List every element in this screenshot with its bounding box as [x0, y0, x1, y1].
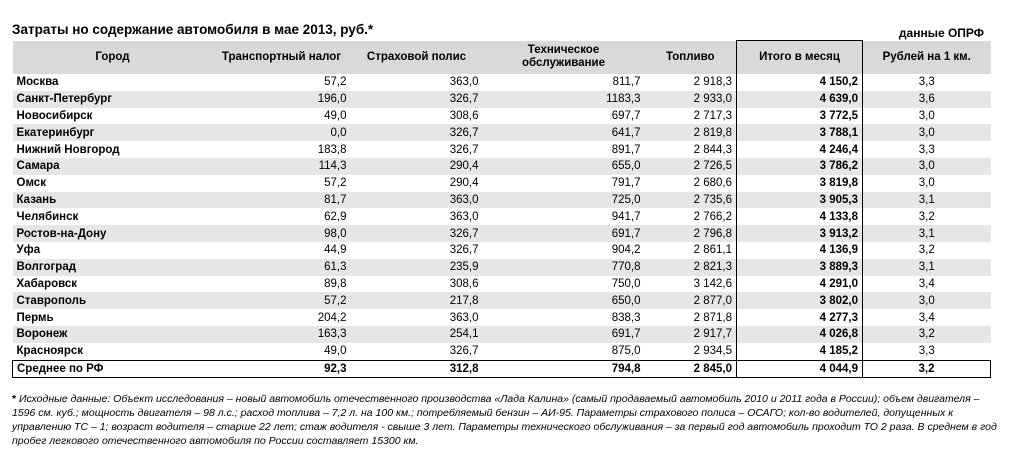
row-per-km: 3,1 — [863, 259, 991, 276]
row-tax: 98,0 — [213, 225, 351, 242]
row-city: Уфа — [13, 242, 213, 259]
row-fuel: 2 717,3 — [645, 108, 737, 125]
table-row — [13, 225, 991, 242]
row-city: Красноярск — [13, 343, 213, 360]
row-per-km: 3,0 — [863, 108, 991, 125]
table-row — [13, 192, 991, 209]
row-per-km: 3,3 — [863, 141, 991, 158]
row-tax: 163,3 — [213, 326, 351, 343]
row-maintenance: 904,2 — [483, 242, 645, 259]
table-row — [13, 158, 991, 175]
table-row — [13, 74, 991, 91]
header-total: Итого в месяц — [737, 41, 863, 75]
row-city: Санкт-Петербург — [13, 91, 213, 108]
header-insurance: Страховой полис — [351, 41, 483, 75]
table-row — [13, 208, 991, 225]
row-maintenance: 650,0 — [483, 292, 645, 309]
average-tax: 92,3 — [213, 360, 351, 378]
row-maintenance: 691,7 — [483, 225, 645, 242]
row-total: 4 136,9 — [737, 242, 863, 259]
row-tax: 0,0 — [213, 124, 351, 141]
row-city: Казань — [13, 192, 213, 209]
footnote-marker: * — [12, 393, 17, 405]
row-total: 3 772,5 — [737, 108, 863, 125]
row-city: Москва — [13, 74, 213, 91]
footnote-text: Исходные данные: Объект исследования – новый автомобиль отечественного производства «Лада Калина» (самый продаваемый автомобиль 2010 и 2011 года в России); объем двигателя – 1596 см. куб.; мощность двигателя – 98 л.с.; расход топлива – 7,2 л. на 100 км.; потребляемый бензин – АИ-95. Параметры страхового полиса – ОСАГО; кол-во водителей, допущенных к управлению ТС – 1; возраст водителя – старше 22 лет; стаж водителя - свыше 3 лет. Параметры технического обслуживания – за первый год автомобиль проходит ТО 2 раза. В среднем в год пробег легкового отечественного автомобиля по России составляет 15300 км. — [12, 393, 997, 447]
row-insurance: 326,7 — [351, 124, 483, 141]
row-city: Самара — [13, 158, 213, 175]
row-insurance: 326,7 — [351, 91, 483, 108]
row-per-km: 3,0 — [863, 124, 991, 141]
row-per-km: 3,3 — [863, 74, 991, 91]
row-maintenance: 941,7 — [483, 208, 645, 225]
row-per-km: 3,2 — [863, 242, 991, 259]
row-city: Екатеринбург — [13, 124, 213, 141]
row-insurance: 326,7 — [351, 242, 483, 259]
average-maintenance: 794,8 — [483, 360, 645, 378]
row-maintenance: 811,7 — [483, 74, 645, 91]
row-tax: 89,8 — [213, 276, 351, 293]
row-fuel: 2 917,7 — [645, 326, 737, 343]
row-fuel: 2 844,3 — [645, 141, 737, 158]
row-fuel: 2 680,6 — [645, 175, 737, 192]
table-row — [13, 108, 991, 125]
table-row — [13, 124, 991, 141]
row-total: 4 026,8 — [737, 326, 863, 343]
header-fuel: Топливо — [645, 41, 737, 75]
row-tax: 61,3 — [213, 259, 351, 276]
row-insurance: 308,6 — [351, 108, 483, 125]
average-insurance: 312,8 — [351, 360, 483, 378]
row-city: Челябинск — [13, 208, 213, 225]
row-city: Хабаровск — [13, 276, 213, 293]
row-per-km: 3,0 — [863, 292, 991, 309]
source-label: данные ОПРФ — [898, 26, 984, 40]
row-maintenance: 1183,3 — [483, 91, 645, 108]
row-fuel: 3 142,6 — [645, 276, 737, 293]
table-row — [13, 276, 991, 293]
row-tax: 57,2 — [213, 292, 351, 309]
row-per-km: 3,3 — [863, 343, 991, 360]
row-total: 3 913,2 — [737, 225, 863, 242]
table-row — [13, 326, 991, 343]
average-row — [13, 360, 991, 378]
table-row — [13, 242, 991, 259]
row-total: 4 185,2 — [737, 343, 863, 360]
header-city: Город — [13, 41, 213, 75]
row-tax: 183,8 — [213, 141, 351, 158]
row-fuel: 2 861,1 — [645, 242, 737, 259]
row-insurance: 363,0 — [351, 192, 483, 209]
footnote — [12, 392, 1002, 448]
row-tax: 204,2 — [213, 309, 351, 326]
row-fuel: 2 933,0 — [645, 91, 737, 108]
row-fuel: 2 735,6 — [645, 192, 737, 209]
row-insurance: 363,0 — [351, 309, 483, 326]
row-fuel: 2 934,5 — [645, 343, 737, 360]
row-per-km: 3,4 — [863, 309, 991, 326]
row-fuel: 2 871,8 — [645, 309, 737, 326]
table-row — [13, 91, 991, 108]
row-total: 4 277,3 — [737, 309, 863, 326]
row-per-km: 3,1 — [863, 192, 991, 209]
row-insurance: 363,0 — [351, 208, 483, 225]
header-per-km: Рублей на 1 км. — [863, 41, 991, 75]
header-tax: Транспортный налог — [213, 41, 351, 75]
average-total: 4 044,9 — [737, 360, 863, 378]
row-tax: 49,0 — [213, 108, 351, 125]
row-per-km: 3,4 — [863, 276, 991, 293]
table-row — [13, 343, 991, 360]
row-city: Ставрополь — [13, 292, 213, 309]
table-row — [13, 175, 991, 192]
header-maintenance: Техническое обслуживание — [483, 41, 645, 75]
row-insurance: 308,6 — [351, 276, 483, 293]
row-per-km: 3,1 — [863, 225, 991, 242]
table-row — [13, 292, 991, 309]
table-row — [13, 141, 991, 158]
row-total: 3 786,2 — [737, 158, 863, 175]
row-insurance: 326,7 — [351, 343, 483, 360]
row-total: 3 889,3 — [737, 259, 863, 276]
row-insurance: 363,0 — [351, 74, 483, 91]
row-total: 3 802,0 — [737, 292, 863, 309]
average-city: Среднее по РФ — [13, 360, 213, 378]
row-fuel: 2 766,2 — [645, 208, 737, 225]
row-tax: 62,9 — [213, 208, 351, 225]
row-total: 4 150,2 — [737, 74, 863, 91]
table-header-row — [13, 41, 991, 75]
page-title: Затраты но содержание автомобиля в мае 2013, руб.* — [12, 22, 374, 37]
row-per-km: 3,0 — [863, 158, 991, 175]
row-insurance: 290,4 — [351, 175, 483, 192]
row-insurance: 290,4 — [351, 158, 483, 175]
row-total: 3 819,8 — [737, 175, 863, 192]
row-city: Воронеж — [13, 326, 213, 343]
row-insurance: 326,7 — [351, 141, 483, 158]
row-maintenance: 891,7 — [483, 141, 645, 158]
row-maintenance: 697,7 — [483, 108, 645, 125]
row-maintenance: 725,0 — [483, 192, 645, 209]
row-total: 4 639,0 — [737, 91, 863, 108]
row-total: 4 246,4 — [737, 141, 863, 158]
cost-table — [12, 40, 991, 378]
row-city: Ростов-на-Дону — [13, 225, 213, 242]
row-insurance: 235,9 — [351, 259, 483, 276]
average-fuel: 2 845,0 — [645, 360, 737, 378]
row-per-km: 3,2 — [863, 208, 991, 225]
table-row — [13, 309, 991, 326]
row-tax: 57,2 — [213, 175, 351, 192]
row-fuel: 2 726,5 — [645, 158, 737, 175]
row-total: 4 133,8 — [737, 208, 863, 225]
row-city: Пермь — [13, 309, 213, 326]
row-tax: 81,7 — [213, 192, 351, 209]
row-fuel: 2 819,8 — [645, 124, 737, 141]
row-insurance: 217,8 — [351, 292, 483, 309]
row-maintenance: 641,7 — [483, 124, 645, 141]
row-city: Новосибирск — [13, 108, 213, 125]
row-city: Волгоград — [13, 259, 213, 276]
row-tax: 49,0 — [213, 343, 351, 360]
row-maintenance: 838,3 — [483, 309, 645, 326]
row-maintenance: 750,0 — [483, 276, 645, 293]
row-fuel: 2 918,3 — [645, 74, 737, 91]
row-per-km: 3,0 — [863, 175, 991, 192]
row-total: 3 905,3 — [737, 192, 863, 209]
row-city: Нижний Новгород — [13, 141, 213, 158]
row-tax: 57,2 — [213, 74, 351, 91]
row-maintenance: 770,8 — [483, 259, 645, 276]
row-insurance: 326,7 — [351, 225, 483, 242]
row-per-km: 3,6 — [863, 91, 991, 108]
row-fuel: 2 796,8 — [645, 225, 737, 242]
row-tax: 196,0 — [213, 91, 351, 108]
row-city: Омск — [13, 175, 213, 192]
row-tax: 114,3 — [213, 158, 351, 175]
row-tax: 44,9 — [213, 242, 351, 259]
average-per-km: 3,2 — [863, 360, 991, 378]
row-fuel: 2 821,3 — [645, 259, 737, 276]
row-insurance: 254,1 — [351, 326, 483, 343]
row-maintenance: 655,0 — [483, 158, 645, 175]
row-per-km: 3,2 — [863, 326, 991, 343]
row-maintenance: 875,0 — [483, 343, 645, 360]
row-total: 3 788,1 — [737, 124, 863, 141]
row-maintenance: 691,7 — [483, 326, 645, 343]
row-fuel: 2 877,0 — [645, 292, 737, 309]
table-row — [13, 259, 991, 276]
row-maintenance: 791,7 — [483, 175, 645, 192]
row-total: 4 291,0 — [737, 276, 863, 293]
